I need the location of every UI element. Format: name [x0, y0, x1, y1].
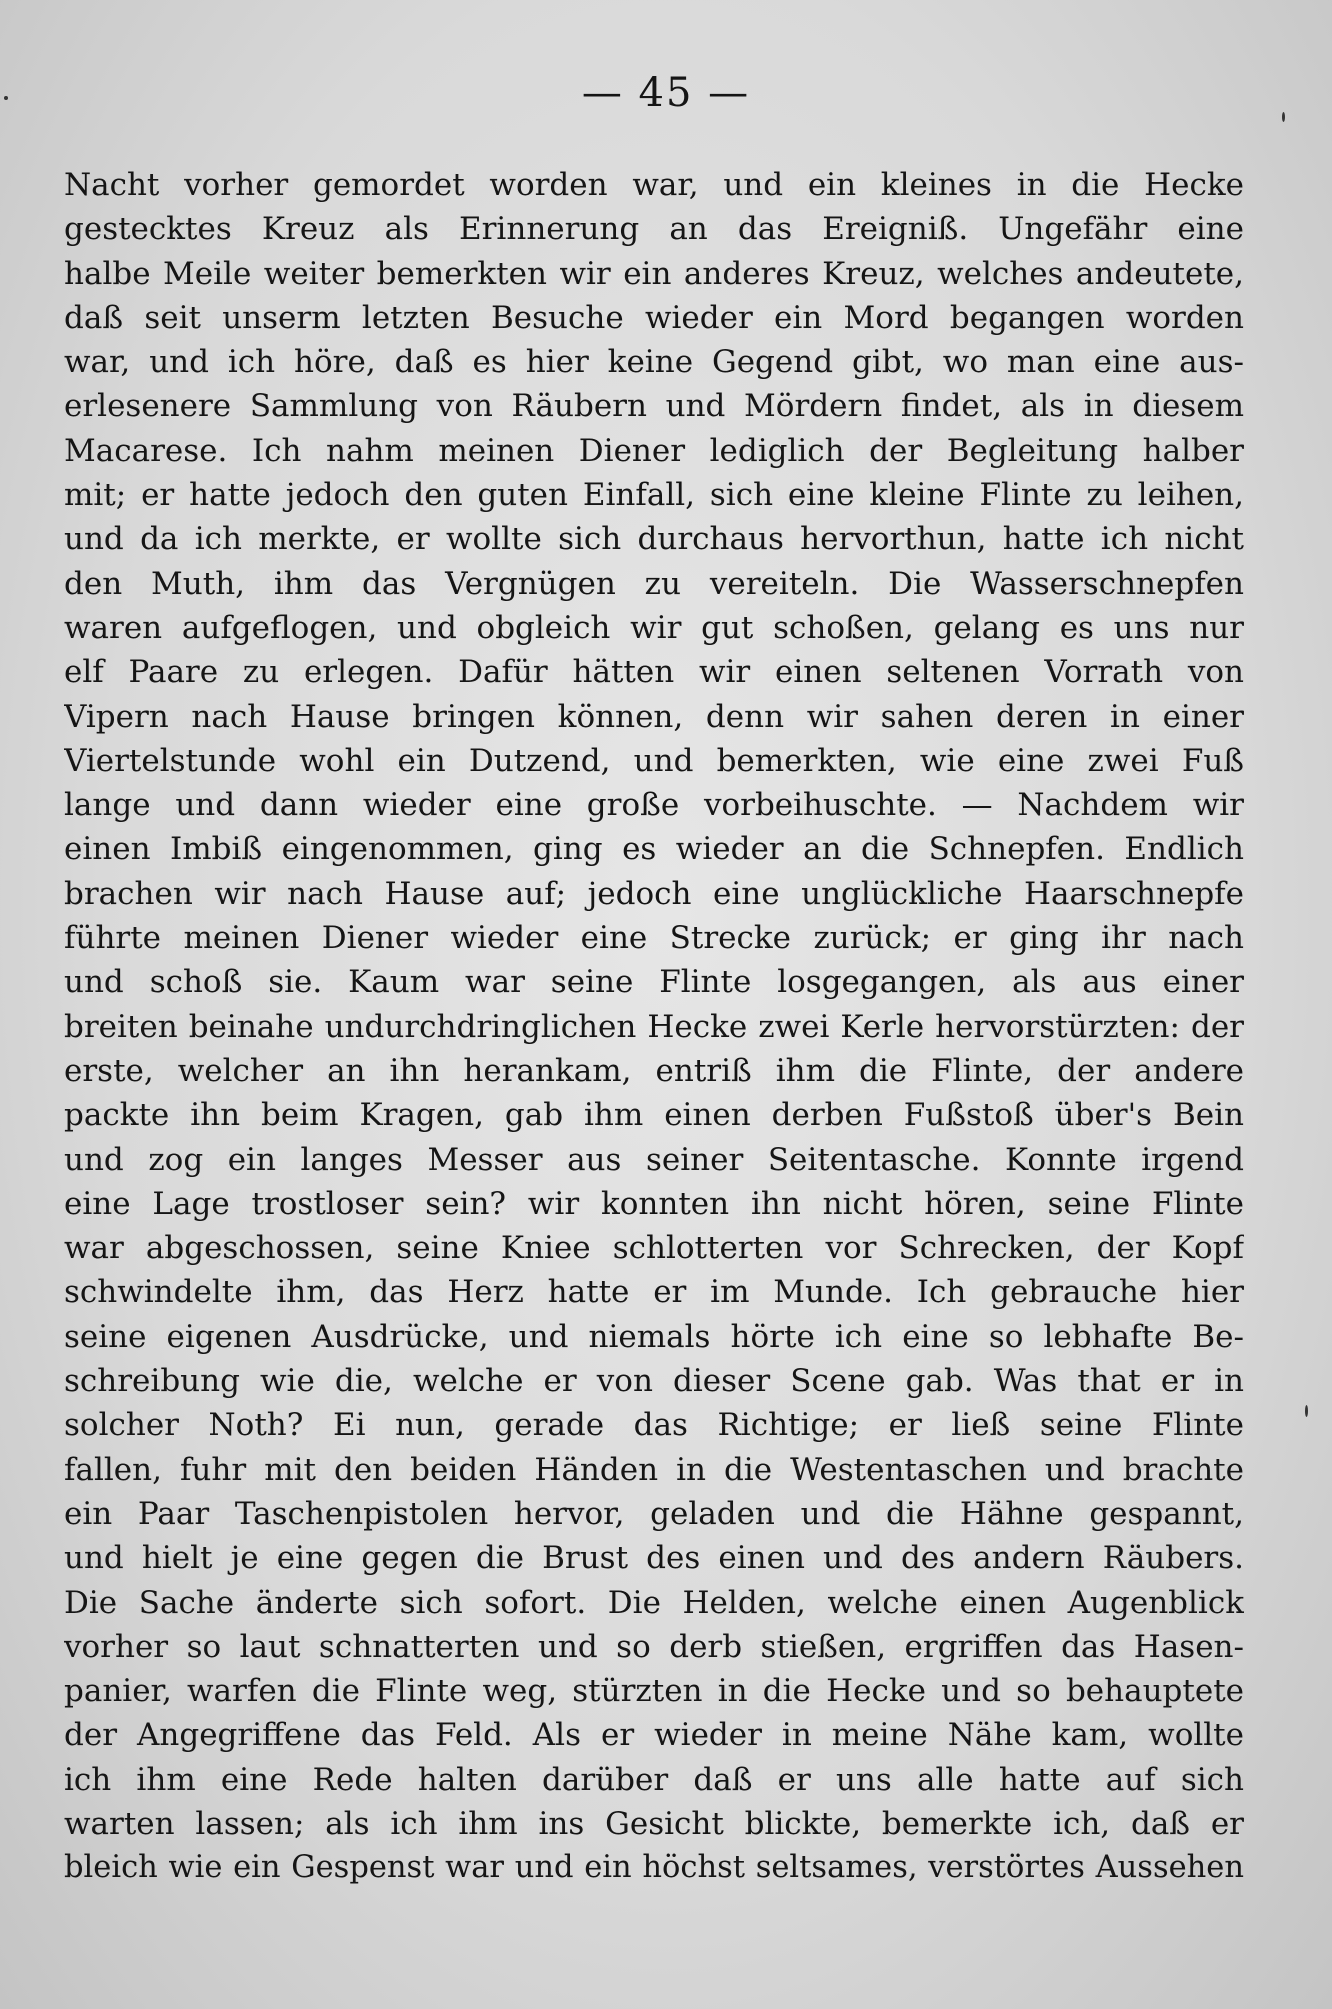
text-line: eine Lage trostloser sein? wir konnten ihn nicht hören, seine Flinte — [64, 1185, 1244, 1222]
text-line: schwindelte ihm, das Herz hatte er im Munde. Ich gebrauche hier — [64, 1274, 1244, 1311]
text-line: warten lassen; als ich ihm ins Gesicht blickte, bemerkte ich, daß er — [64, 1805, 1244, 1842]
body-text — [64, 163, 1244, 1891]
text-line: fallen, fuhr mit den beiden Händen in die Westentaschen und brachte — [64, 1451, 1244, 1488]
text-line: den Muth, ihm das Vergnügen zu vereiteln. Die Wasserschnepfen — [64, 565, 1244, 602]
text-line: vorher so laut schnatterten und so derb stießen, ergriffen das Hasen- — [64, 1628, 1244, 1665]
text-line: ich ihm eine Rede halten darüber daß er uns alle hatte auf sich — [64, 1761, 1244, 1798]
text-line: führte meinen Diener wieder eine Strecke zurück; er ging ihr nach — [64, 920, 1244, 957]
text-line: einen Imbiß eingenommen, ging es wieder an die Schnepfen. Endlich — [64, 831, 1244, 868]
text-line: und da ich merkte, er wollte sich durchaus hervorthun, hatte ich nicht — [64, 521, 1244, 558]
text-line: seine eigenen Ausdrücke, und niemals hörte ich eine so lebhafte Be- — [64, 1318, 1244, 1355]
text-line: schreibung wie die, welche er von dieser Scene gab. Was that er in — [64, 1363, 1244, 1400]
text-line: erste, welcher an ihn herankam, entriß ihm die Flinte, der andere — [64, 1052, 1244, 1089]
text-line: daß seit unserm letzten Besuche wieder ein Mord begangen worden — [64, 299, 1244, 336]
text-line: brachen wir nach Hause auf; jedoch eine unglückliche Haarschnepfe — [64, 875, 1244, 912]
text-line: breiten beinahe undurchdringlichen Hecke zwei Kerle hervorstürzten: der — [64, 1008, 1244, 1045]
text-line: solcher Noth? Ei nun, gerade das Richtige; er ließ seine Flinte — [64, 1407, 1244, 1444]
text-line: und hielt je eine gegen die Brust des einen und des andern Räubers. — [64, 1540, 1244, 1577]
text-line: waren aufgeflogen, und obgleich wir gut schoßen, gelang es uns nur — [64, 609, 1244, 646]
text-line: Die Sache änderte sich sofort. Die Helden, welche einen Augenblick — [64, 1584, 1244, 1621]
text-line: war, und ich höre, daß es hier keine Gegend gibt, wo man eine aus- — [64, 344, 1244, 381]
paper-speck — [1282, 112, 1285, 122]
page-number: — 45 — — [581, 70, 751, 116]
text-line: packte ihn beim Kragen, gab ihm einen derben Fußstoß über's Bein — [64, 1097, 1244, 1134]
text-line: panier, warfen die Flinte weg, stürzten in die Hecke und so behauptete — [64, 1673, 1244, 1710]
text-line: Viertelstunde wohl ein Dutzend, und bemerkten, wie eine zwei Fuß — [64, 742, 1244, 779]
text-line: ein Paar Taschenpistolen hervor, geladen und die Hähne gespannt, — [64, 1495, 1244, 1532]
text-line: elf Paare zu erlegen. Dafür hätten wir einen seltenen Vorrath von — [64, 654, 1244, 691]
text-line: Nacht vorher gemordet worden war, und ein kleines in die Hecke — [64, 167, 1244, 203]
text-line: und zog ein langes Messer aus seiner Seitentasche. Konnte irgend — [64, 1141, 1244, 1178]
text-line: bleich wie ein Gespenst war und ein höchst seltsames, verstörtes Aussehen — [64, 1850, 1244, 1886]
text-line: und schoß sie. Kaum war seine Flinte losgegangen, als aus einer — [64, 964, 1244, 1001]
paper-speck — [4, 96, 8, 100]
text-line: Vipern nach Hause bringen können, denn wir sahen deren in einer — [64, 698, 1244, 735]
text-line: lange und dann wieder eine große vorbeihuschte. — Nachdem wir — [64, 787, 1244, 824]
paper-speck — [1305, 1405, 1308, 1417]
text-line: Macarese. Ich nahm meinen Diener lediglich der Begleitung halber — [64, 432, 1244, 469]
text-line: erlesenere Sammlung von Räubern und Mördern findet, als in diesem — [64, 388, 1244, 425]
text-line: war abgeschossen, seine Kniee schlotterten vor Schrecken, der Kopf — [64, 1230, 1244, 1267]
text-line: gestecktes Kreuz als Erinnerung an das Ereigniß. Ungefähr eine — [64, 211, 1244, 248]
text-line: halbe Meile weiter bemerkten wir ein anderes Kreuz, welches andeutete, — [64, 255, 1244, 292]
text-line: mit; er hatte jedoch den guten Einfall, sich eine kleine Flinte zu leihen, — [64, 477, 1244, 514]
text-line: der Angegriffene das Feld. Als er wieder in meine Nähe kam, wollte — [64, 1717, 1244, 1754]
